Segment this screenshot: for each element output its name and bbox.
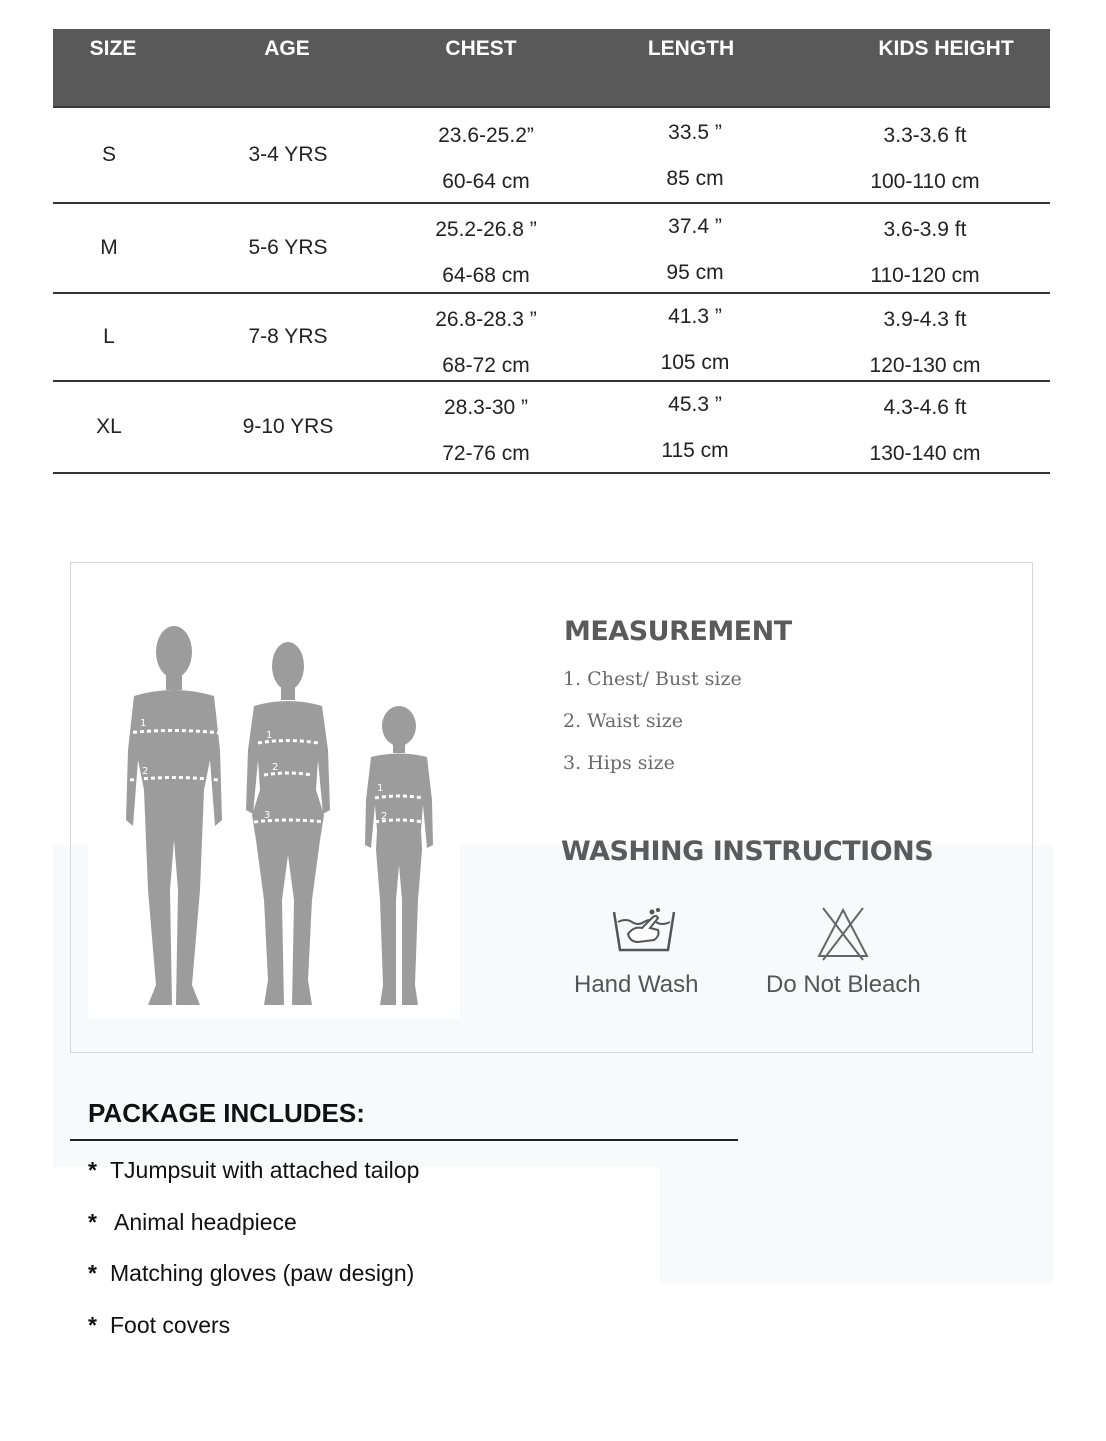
cell-length-in: 45.3 ” — [668, 393, 722, 416]
cell-size: S — [101, 143, 117, 166]
table-header — [53, 29, 1050, 108]
cell-height-ft: 4.3-4.6 ft — [883, 396, 967, 419]
measurement-item-hips: 3. Hips size — [563, 752, 675, 774]
cell-size: M — [100, 236, 118, 259]
silhouettes-illustration — [88, 600, 460, 1018]
cell-age: 5-6 YRS — [248, 236, 328, 259]
cell-chest-cm: 68-72 cm — [442, 354, 530, 377]
package-divider — [70, 1139, 738, 1141]
measurement-title: MEASUREMENT — [564, 616, 792, 647]
package-item — [88, 1157, 419, 1184]
cell-height-ft: 3.9-4.3 ft — [883, 308, 967, 331]
bullet-asterisk: * — [88, 1312, 97, 1338]
bullet-asterisk: * — [88, 1260, 97, 1286]
figure-marker: 2 — [142, 766, 149, 777]
header-size: SIZE — [89, 37, 137, 60]
cell-height-ft: 3.6-3.9 ft — [883, 218, 967, 241]
measurement-item-chest: 1. Chest/ Bust size — [563, 668, 742, 690]
cell-height-ft: 3.3-3.6 ft — [883, 124, 967, 147]
cell-chest-in: 26.8-28.3 ” — [435, 308, 537, 331]
man-silhouette — [126, 626, 222, 1005]
cell-chest-cm: 72-76 cm — [442, 442, 530, 465]
do-not-bleach-label: Do Not Bleach — [766, 971, 921, 998]
cell-chest-in: 23.6-25.2” — [438, 124, 534, 147]
figure-marker: 1 — [140, 718, 147, 729]
figure-marker: 2 — [272, 762, 279, 773]
body-measurement-figures — [88, 600, 460, 1018]
cell-size: L — [103, 325, 115, 348]
header-age: AGE — [264, 37, 310, 60]
do-not-bleach-icon — [813, 904, 873, 967]
figure-marker: 3 — [264, 810, 271, 821]
woman-silhouette — [246, 642, 330, 1005]
background-band — [660, 1167, 1053, 1283]
cell-size: XL — [96, 415, 122, 438]
cell-chest-cm: 60-64 cm — [442, 170, 530, 193]
cell-age: 9-10 YRS — [242, 415, 334, 438]
cell-length-cm: 115 cm — [661, 439, 729, 462]
package-item-label: Matching gloves (paw design) — [110, 1260, 415, 1286]
cell-height-cm: 130-140 cm — [869, 442, 981, 465]
bullet-asterisk: * — [88, 1209, 97, 1235]
cell-length-in: 37.4 ” — [668, 215, 722, 238]
cell-chest-in: 28.3-30 ” — [443, 396, 529, 419]
package-item — [88, 1209, 297, 1236]
cell-length-in: 33.5 ” — [668, 121, 722, 144]
table-row-xl — [53, 382, 1050, 474]
table-row-s — [53, 108, 1050, 204]
header-chest: CHEST — [445, 37, 517, 60]
child-silhouette — [365, 706, 433, 1005]
cell-age: 7-8 YRS — [248, 325, 328, 348]
hand-wash-icon — [608, 904, 680, 959]
package-item-label: TJumpsuit with attached tailop — [110, 1157, 420, 1183]
cell-chest-in: 25.2-26.8 ” — [435, 218, 537, 241]
cell-age: 3-4 YRS — [248, 143, 328, 166]
figure-marker: 1 — [377, 783, 384, 794]
header-length: LENGTH — [647, 37, 735, 60]
figure-marker: 2 — [381, 811, 388, 822]
hand-wash-label: Hand Wash — [574, 971, 699, 998]
package-item — [88, 1312, 230, 1339]
header-kids-height: KIDS HEIGHT — [878, 37, 1014, 60]
table-row-l — [53, 294, 1050, 382]
bullet-asterisk: * — [88, 1157, 97, 1183]
cell-height-cm: 100-110 cm — [870, 170, 980, 193]
figure-marker: 1 — [266, 730, 273, 741]
cell-length-cm: 105 cm — [660, 351, 730, 374]
cell-length-cm: 85 cm — [666, 167, 724, 190]
package-includes-title: PACKAGE INCLUDES: — [88, 1098, 365, 1128]
cell-chest-cm: 64-68 cm — [442, 264, 530, 287]
size-chart-table — [53, 29, 1050, 474]
package-item-label: Foot covers — [110, 1312, 231, 1338]
package-item — [88, 1260, 414, 1287]
cell-length-cm: 95 cm — [666, 261, 724, 284]
package-item-label: Animal headpiece — [114, 1209, 297, 1235]
table-row-m — [53, 204, 1050, 294]
cell-length-in: 41.3 ” — [668, 305, 722, 328]
cell-height-cm: 120-130 cm — [869, 354, 981, 377]
washing-instructions-title: WASHING INSTRUCTIONS — [561, 836, 934, 867]
measurement-item-waist: 2. Waist size — [563, 710, 683, 732]
cell-height-cm: 110-120 cm — [870, 264, 980, 287]
